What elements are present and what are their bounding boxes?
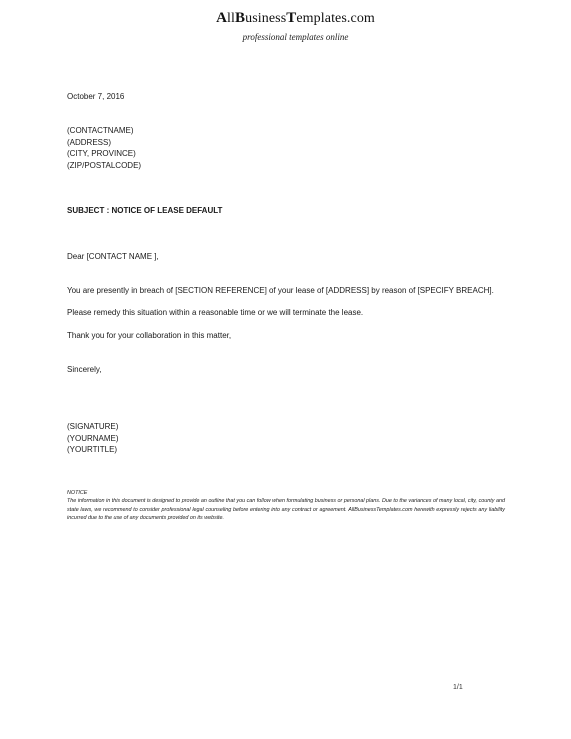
brand-logo	[0, 10, 571, 27]
letter-date: October 7, 2016	[67, 92, 125, 101]
brand-text: ll	[227, 11, 235, 26]
sender-name: (YOURNAME)	[67, 433, 119, 443]
body-paragraph: Thank you for your collaboration in this matter,	[67, 331, 232, 340]
recipient-name: (CONTACTNAME)	[67, 126, 134, 135]
letter-closing: Sincerely,	[67, 365, 102, 374]
brand-text: emplates.com	[296, 11, 375, 26]
legal-notice	[67, 489, 505, 523]
brand-text: usiness	[245, 11, 287, 26]
notice-body: The information in this document is designed to provide an outline that you can follow when formulating business or personal plans. Due to the variances of many local, city, county and state laws, we recommend to consider professional legal counseling before entering into any contract or agreement. AllBusinessTemplates.com herewith expressly rejects any liability incurred due to the use of any documents provided on its website.	[67, 498, 505, 522]
letter-salutation: Dear [CONTACT NAME ],	[67, 252, 159, 261]
brand-letter: B	[234, 10, 246, 26]
body-paragraph: Please remedy this situation within a reasonable time or we will terminate the lease.	[67, 308, 364, 317]
body-paragraph: You are presently in breach of [SECTION REFERENCE] of your lease of [ADDRESS] by reason of [SPECIFY BREACH].	[67, 286, 494, 295]
notice-title: NOTICE	[67, 490, 88, 496]
sender-title: (YOURTITLE)	[67, 445, 118, 454]
signature-line: (SIGNATURE)	[67, 422, 119, 431]
recipient-city: (CITY, PROVINCE)	[67, 149, 136, 158]
brand-letter: T	[286, 10, 297, 26]
letter-subject: SUBJECT : NOTICE OF LEASE DEFAULT	[67, 206, 223, 215]
brand-tagline: professional templates online	[242, 32, 349, 42]
brand-letter: A	[216, 10, 227, 26]
page-number: 1/1	[453, 684, 463, 691]
recipient-zip: (ZIP/POSTALCODE)	[67, 160, 142, 170]
recipient-address: (ADDRESS)	[67, 137, 112, 147]
